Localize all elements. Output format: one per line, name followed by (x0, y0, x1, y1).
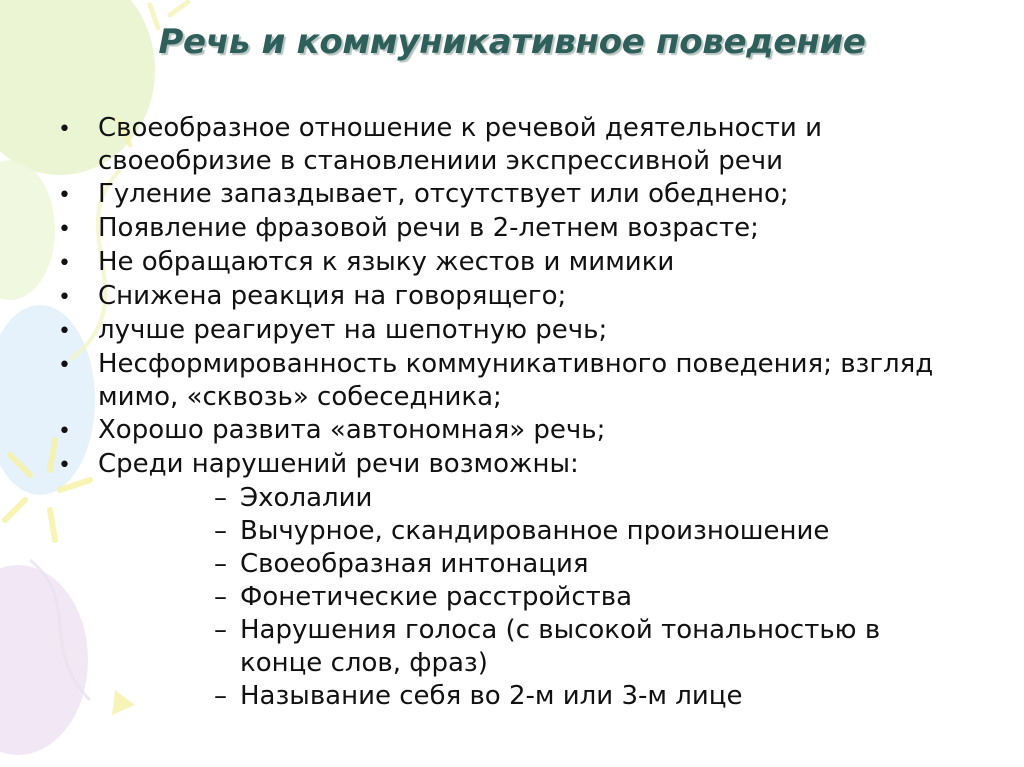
slide-title: Речь и коммуникативное поведение (158, 22, 866, 62)
list-item-text: Гуление запаздывает, отсутствует или обеднено; (98, 179, 789, 209)
list-item (58, 348, 958, 414)
bullet-icon (58, 212, 98, 246)
bullet-icon (58, 448, 98, 482)
dash-icon (214, 581, 240, 614)
sub-list-item-text: Своеобразная интонация (240, 549, 589, 579)
bullet-list (58, 112, 958, 713)
list-item (58, 112, 958, 178)
sub-list-item (58, 548, 958, 581)
decor-balloon-green-2 (0, 160, 55, 300)
bullet-icon (58, 178, 98, 212)
sub-list-item-text: Вычурное, скандированное произношение (240, 516, 830, 546)
list-item-text: Несформированность коммуникативного поведения; взгляд мимо, «сквозь» собеседника; (98, 349, 934, 412)
list-item (58, 448, 958, 482)
bullet-icon (58, 280, 98, 314)
dash-icon (214, 680, 240, 713)
list-item-text: Хорошо развита «автономная» речь; (98, 415, 606, 445)
sub-list-item-text: Фонетические расстройства (240, 582, 633, 612)
bullet-icon (58, 414, 98, 448)
sub-list-item (58, 614, 958, 680)
dash-icon (214, 548, 240, 581)
sub-list-item (58, 581, 958, 614)
sub-list-item-text: Эхолалии (240, 483, 373, 513)
list-item-text: Не обращаются к языку жестов и мимики (98, 247, 675, 277)
list-item (58, 314, 958, 348)
sub-list-item-text: Нарушения голоса (с высокой тональностью в конце слов, фраз) (240, 615, 881, 678)
list-item-text: Снижена реакция на говорящего; (98, 281, 567, 311)
list-item (58, 246, 958, 280)
sub-list-item (58, 515, 958, 548)
dash-icon (214, 515, 240, 548)
list-item (58, 414, 958, 448)
list-item (58, 280, 958, 314)
list-item-text: Своеобразное отношение к речевой деятельности и своеобризие в становлениии экспрессивной речи (98, 113, 822, 176)
list-item (58, 178, 958, 212)
bullet-icon (58, 246, 98, 280)
list-item-text: лучше реагирует на шепотную речь; (98, 315, 608, 345)
sub-list-item (58, 482, 958, 515)
bullet-icon (58, 112, 98, 146)
sub-list-item (58, 680, 958, 713)
list-item-text: Появление фразовой речи в 2-летнем возрасте; (98, 213, 759, 243)
dash-icon (214, 482, 240, 515)
dash-icon (214, 614, 240, 647)
sub-list-item-text: Называние себя во 2-м или 3-м лице (240, 681, 743, 711)
list-item-text: Среди нарушений речи возможны: (98, 449, 579, 479)
bullet-icon (58, 348, 98, 382)
list-item (58, 212, 958, 246)
bullet-icon (58, 314, 98, 348)
